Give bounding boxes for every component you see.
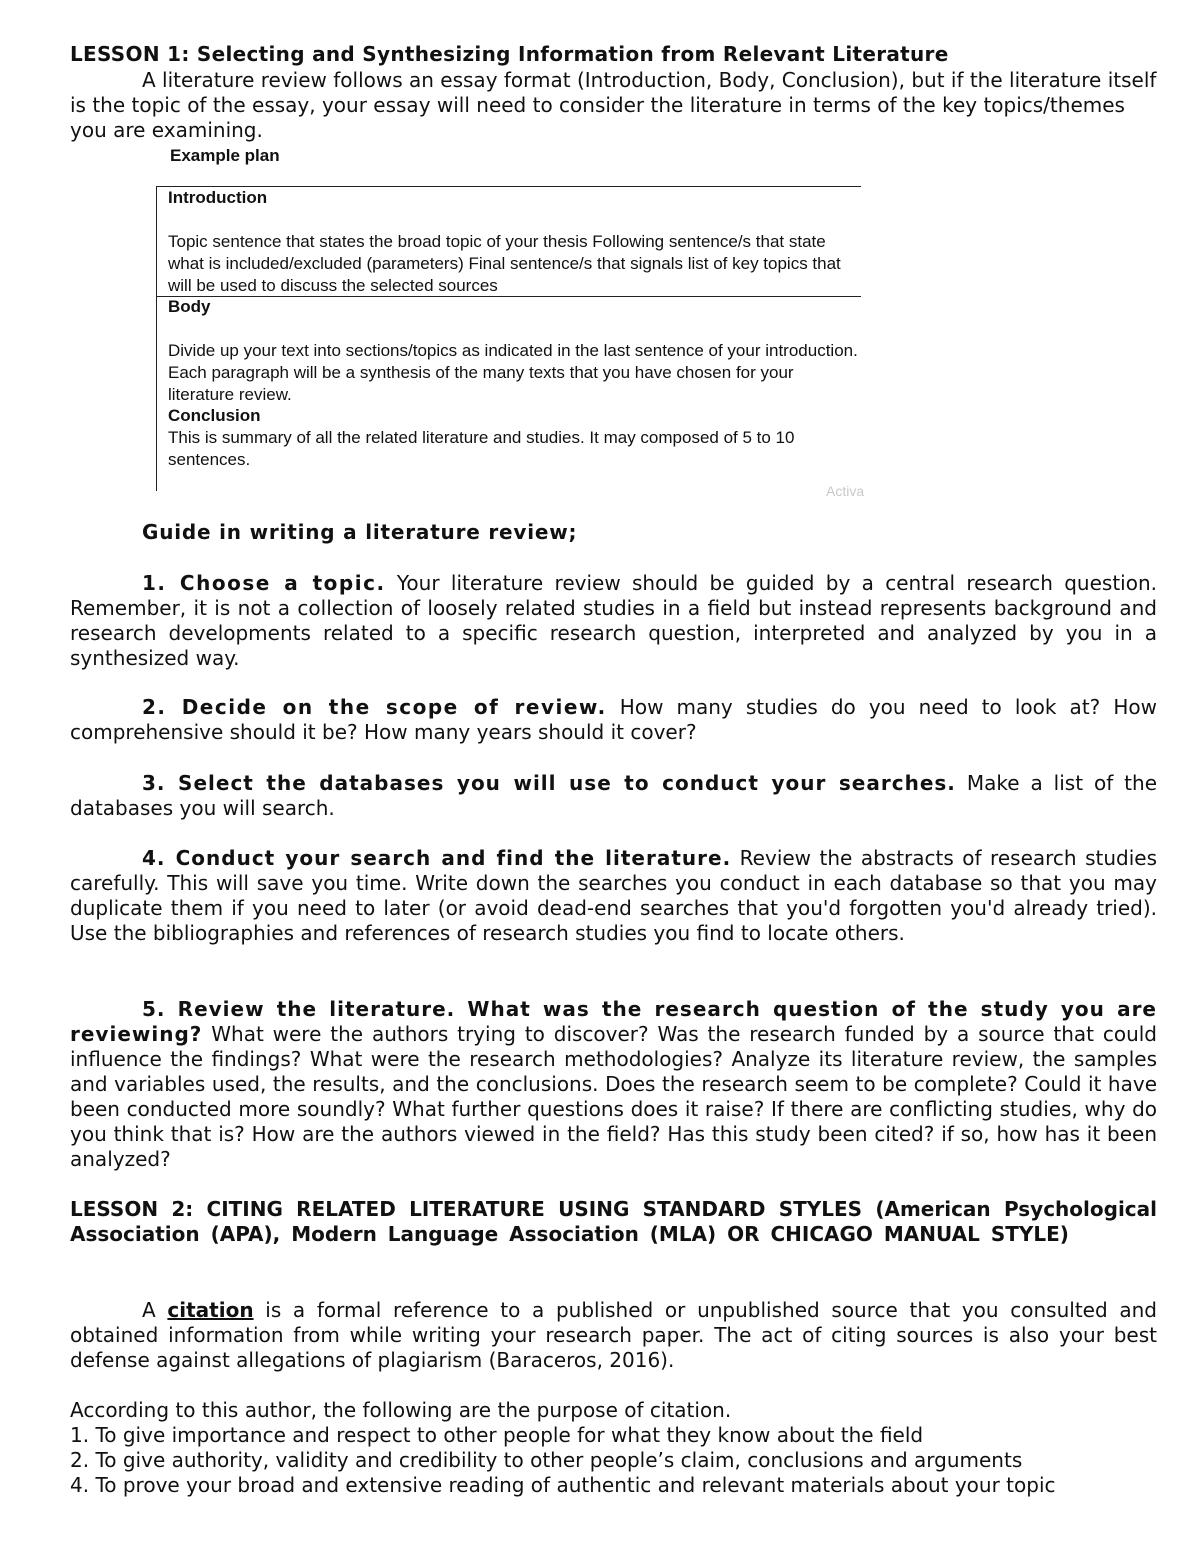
guide-title: Guide in writing a literature review; [142, 520, 578, 544]
citation-post: is a formal reference to a published or unpublished source that you consulted and obtained information from while writing your research paper. The act of citing sources is also your best defense against allegations of plagiarism (Baraceros, 2016). [70, 1298, 1157, 1372]
lesson1-title: LESSON 1: Selecting and Synthesizing Information from Relevant Literature [70, 42, 949, 66]
step-3-text: Make a list of the databases you will search. [70, 771, 1158, 820]
guide-step-4 [70, 846, 1157, 946]
guide-step-1 [70, 571, 1157, 671]
step-2-lead: 2. Decide on the scope of review. [142, 695, 607, 719]
introduction-text: Topic sentence that states the broad topic of your thesis Following sentence/s that state what is included/excluded (parameters) Final sentence/s that signals list of key topics that will be used to discuss the selected sources [168, 232, 841, 295]
example-plan-label: Example plan [170, 146, 280, 165]
step-5-text: What were the authors trying to discover? Was the research funded by a source that could influence the findings? What were the research methodologies? Analyze its literature review, the samples and variables used, the results, and the conclusions. Does the research seem to be complete? Could it have been conducted more soundly? What further questions does it raise? If there are conflicting studies, why do you think that is? How are the authors viewed in the field? Has this study been cited? if so, how has it been analyzed? [70, 1022, 1157, 1171]
purpose-item-3: 4. To prove your broad and extensive reading of authentic and relevant materials about your topic [70, 1473, 1056, 1497]
lesson2-section [70, 1197, 1157, 1247]
purpose-item-1: 1. To give importance and respect to other people for what they know about the field [70, 1423, 924, 1447]
guide-step-3 [70, 771, 1157, 821]
example-plan-figure [156, 146, 876, 506]
conclusion-text: This is summary of all the related literature and studies. It may composed of 5 to 10 sentences. [168, 428, 795, 469]
step-2-text: How many studies do you need to look at? How comprehensive should it be? How many years should it cover? [70, 695, 1157, 744]
step-4-lead: 4. Conduct your search and find the literature. [142, 846, 732, 870]
lesson1-intro: A literature review follows an essay format (Introduction, Body, Conclusion), but if the literature itself is the topic of the essay, your essay will need to consider the literature in terms of the key topics/themes you are examining. [70, 68, 1157, 142]
example-plan-box [156, 186, 861, 491]
activation-watermark: Activa [826, 483, 865, 499]
citation-pre: A [142, 1298, 168, 1322]
conclusion-heading: Conclusion [168, 406, 261, 425]
lesson2-title: LESSON 2: CITING RELATED LITERATURE USING STANDARD STYLES (American Psychological Association (APA), Modern Language Association (MLA) OR CHICAGO MANUAL STYLE) [70, 1197, 1157, 1246]
guide-step-5 [70, 997, 1157, 1172]
step-1-text: Your literature review should be guided by a central research question. Remember, it is not a collection of loosely related studies in a field but instead represents background and research developments related to a specific research question, interpreted and analyzed by you in a synthesized way. [70, 571, 1157, 670]
introduction-heading: Introduction [168, 188, 268, 207]
step-1-lead: 1. Choose a topic. [142, 571, 386, 595]
purpose-list [70, 1398, 1157, 1498]
lesson1-section [70, 40, 1157, 143]
purpose-intro: According to this author, the following are the purpose of citation. [70, 1398, 732, 1422]
step-4-text: Review the abstracts of research studies carefully. This will save you time. Write down the searches you conduct in each database so that you may duplicate them if you need to later (or avoid dead-end searches that you'd forgotten you'd already tried). Use the bibliographies and references of research studies you find to locate others. [70, 846, 1157, 945]
citation-paragraph [70, 1298, 1157, 1373]
citation-term: citation [167, 1298, 254, 1322]
plan-divider [157, 296, 861, 297]
step-5-lead: 5. Review the literature. What was the research question of the study you are reviewing? [70, 997, 1157, 1046]
guide-step-2 [70, 695, 1157, 745]
body-heading: Body [168, 297, 211, 316]
body-text: Divide up your text into sections/topics as indicated in the last sentence of your introduction. Each paragraph will be a synthesis of the many texts that you have chosen for your literature review. [168, 341, 858, 404]
step-3-lead: 3. Select the databases you will use to conduct your searches. [142, 771, 956, 795]
purpose-item-2: 2. To give authority, validity and credibility to other people’s claim, conclusions and arguments [70, 1448, 1023, 1472]
